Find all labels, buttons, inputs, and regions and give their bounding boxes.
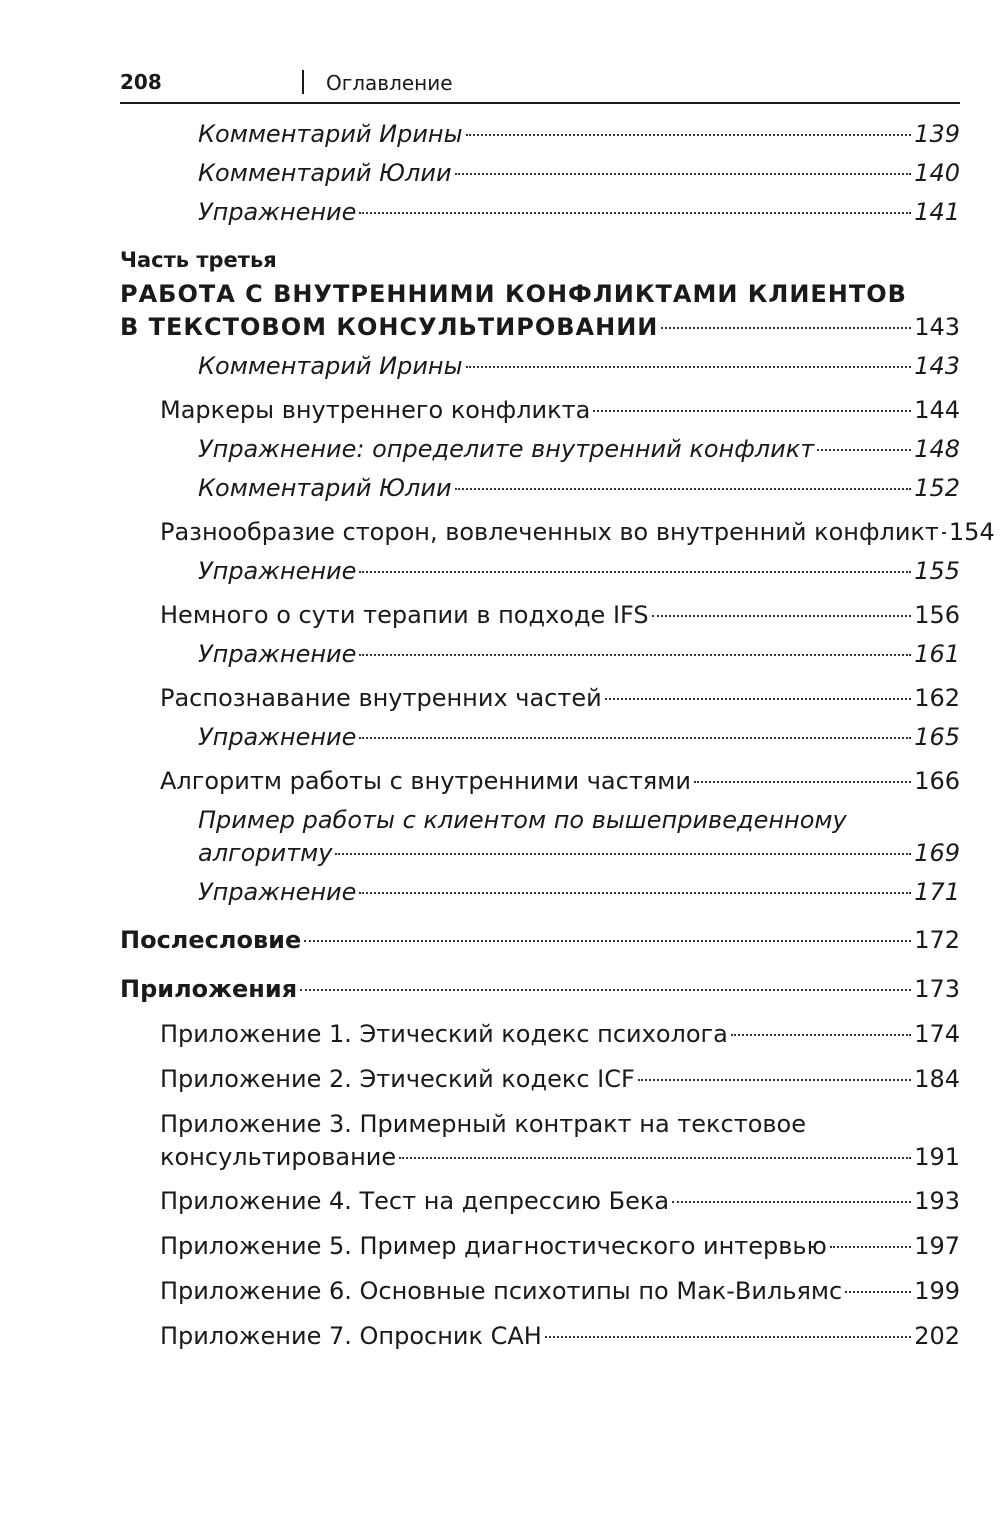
dot-leader xyxy=(359,654,911,656)
toc-entry-page: 140 xyxy=(914,159,960,187)
toc-entry[interactable] xyxy=(160,1275,960,1307)
dot-leader xyxy=(466,134,912,136)
page-number: 208 xyxy=(120,70,162,94)
toc-entry-page: 144 xyxy=(914,396,960,424)
toc-entry-page: 197 xyxy=(914,1232,960,1260)
toc-entry-label: Комментарий Юлии xyxy=(198,474,452,502)
dot-leader xyxy=(300,989,911,991)
part-label: Часть третья xyxy=(120,248,277,272)
toc-entry-label: Комментарий Юлии xyxy=(198,159,452,187)
dot-leader xyxy=(455,173,912,175)
toc-entry-label: Упражнение: определите внутренний конфликт xyxy=(198,435,815,463)
toc-entry-label-line1: Пример работы с клиентом по вышеприведенному xyxy=(198,806,847,834)
toc-entry[interactable] xyxy=(198,555,960,587)
toc-entry-label-line2: консультирование xyxy=(160,1143,397,1171)
toc-entry-page: 165 xyxy=(914,723,960,751)
toc-entry[interactable] xyxy=(160,765,960,797)
toc-entry-page: 155 xyxy=(914,557,960,585)
toc-entry-page: 169 xyxy=(914,839,960,867)
dot-leader xyxy=(359,737,911,739)
toc-entry-label: Приложения xyxy=(120,975,298,1003)
toc-entry[interactable] xyxy=(160,1141,960,1173)
toc-entry-label: Упражнение xyxy=(198,640,357,668)
toc-entry[interactable] xyxy=(160,599,960,631)
toc-entry-label-line2: алгоритму xyxy=(198,839,333,867)
toc-entry-page: 193 xyxy=(914,1187,960,1215)
running-header xyxy=(120,68,960,104)
part-title-entry[interactable] xyxy=(120,311,960,343)
toc-entry[interactable] xyxy=(198,350,960,382)
dot-leader xyxy=(652,615,912,617)
toc-entry-label: Комментарий Ирины xyxy=(198,120,463,148)
toc-entry-page: 174 xyxy=(914,1020,960,1048)
toc-entry-page: 172 xyxy=(914,926,960,954)
toc-entry-label: Приложение 7. Опросник САН xyxy=(160,1322,542,1350)
dot-leader xyxy=(830,1246,911,1248)
toc-entry[interactable] xyxy=(198,157,960,189)
toc-entry-label: Упражнение xyxy=(198,878,357,906)
toc-entry-page: 184 xyxy=(914,1065,960,1093)
toc-entry-label: Приложение 2. Этический кодекс ICF xyxy=(160,1065,635,1093)
toc-entry-page: 161 xyxy=(914,640,960,668)
dot-leader xyxy=(694,781,911,783)
toc-entry-page: 154 xyxy=(948,518,995,546)
toc-entry-page: 171 xyxy=(914,878,960,906)
toc-entry-label: Разнообразие сторон, вовлеченных во внутренний конфликт xyxy=(160,518,939,546)
toc-entry-page: 202 xyxy=(914,1322,960,1350)
toc-entry[interactable] xyxy=(160,1185,960,1217)
toc-entry[interactable] xyxy=(160,682,960,714)
dot-leader xyxy=(845,1291,911,1293)
toc-entry[interactable] xyxy=(198,472,960,504)
toc-entry[interactable] xyxy=(198,638,960,670)
toc-entry[interactable] xyxy=(198,118,960,150)
toc-entry-label: Послесловие xyxy=(120,926,302,954)
toc-entry-page: 156 xyxy=(914,601,960,629)
toc-entry[interactable] xyxy=(198,196,960,228)
toc-entry[interactable] xyxy=(198,837,960,869)
toc-entry-page: 162 xyxy=(914,684,960,712)
dot-leader xyxy=(605,698,911,700)
header-separator xyxy=(302,70,304,94)
toc-entry[interactable] xyxy=(198,721,960,753)
toc-entry[interactable] xyxy=(160,1018,960,1050)
dot-leader xyxy=(661,327,911,329)
toc-entry-label-line1: Приложение 3. Примерный контракт на текстовое xyxy=(160,1110,806,1138)
toc-entry-page: 143 xyxy=(914,352,960,380)
toc-entry-page: 191 xyxy=(914,1143,960,1171)
toc-entry-label: Маркеры внутреннего конфликта xyxy=(160,396,591,424)
dot-leader xyxy=(731,1034,911,1036)
toc-entry-page: 148 xyxy=(914,435,960,463)
toc-entry-label: Приложение 4. Тест на депрессию Бека xyxy=(160,1187,670,1215)
toc-entry[interactable] xyxy=(198,876,960,908)
dot-leader xyxy=(942,532,946,534)
dot-leader xyxy=(359,212,911,214)
dot-leader xyxy=(593,410,911,412)
part-title-line1: РАБОТА С ВНУТРЕННИМИ КОНФЛИКТАМИ КЛИЕНТОВ xyxy=(120,280,907,308)
part-title-line2: В ТЕКСТОВОМ КОНСУЛЬТИРОВАНИИ xyxy=(120,313,659,341)
dot-leader xyxy=(359,571,911,573)
dot-leader xyxy=(817,449,911,451)
toc-entry[interactable] xyxy=(160,1320,960,1352)
toc-entry[interactable] xyxy=(160,516,995,548)
toc-entry-label: Приложение 6. Основные психотипы по Мак-Вильямс xyxy=(160,1277,843,1305)
toc-entry-afterword[interactable] xyxy=(120,924,960,956)
toc-entry-label: Распознавание внутренних частей xyxy=(160,684,602,712)
toc-entry-label: Немного о сути терапии в подходе IFS xyxy=(160,601,649,629)
toc-entry-label: Алгоритм работы с внутренними частями xyxy=(160,767,691,795)
dot-leader xyxy=(466,366,912,368)
toc-entry-page: 139 xyxy=(914,120,960,148)
dot-leader xyxy=(638,1079,911,1081)
toc-entry-page: 166 xyxy=(914,767,960,795)
toc-entry-page: 173 xyxy=(914,975,960,1003)
toc-entry-label: Приложение 1. Этический кодекс психолога xyxy=(160,1020,728,1048)
toc-entry[interactable] xyxy=(160,394,960,426)
dot-leader xyxy=(399,1157,911,1159)
toc-entry[interactable] xyxy=(160,1230,960,1262)
toc-entry-page: 199 xyxy=(914,1277,960,1305)
dot-leader xyxy=(455,488,912,490)
toc-entry-label: Комментарий Ирины xyxy=(198,352,463,380)
dot-leader xyxy=(672,1201,911,1203)
toc-entry[interactable] xyxy=(160,1063,960,1095)
dot-leader xyxy=(545,1336,911,1338)
toc-entry-label: Упражнение xyxy=(198,557,357,585)
header-title: Оглавление xyxy=(326,71,453,95)
toc-entry-appendices[interactable] xyxy=(120,973,960,1005)
dot-leader xyxy=(304,940,911,942)
dot-leader xyxy=(359,892,911,894)
toc-entry[interactable] xyxy=(198,433,960,465)
toc-entry-page: 141 xyxy=(914,198,960,226)
toc-entry-label: Упражнение xyxy=(198,723,357,751)
toc-entry-label: Упражнение xyxy=(198,198,357,226)
toc-entry-page: 152 xyxy=(914,474,960,502)
toc-entry-label: Приложение 5. Пример диагностического интервью xyxy=(160,1232,827,1260)
dot-leader xyxy=(335,853,911,855)
toc-entry-page: 143 xyxy=(914,313,960,341)
